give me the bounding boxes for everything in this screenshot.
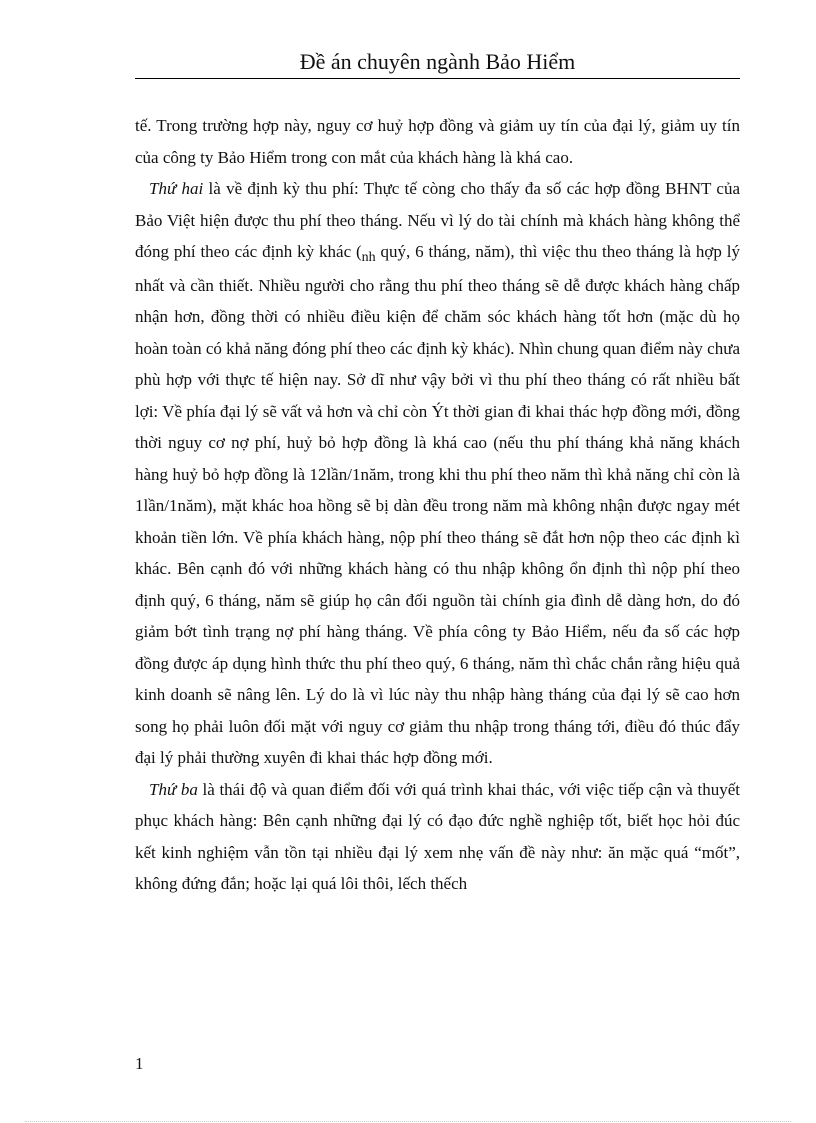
paragraph-text-a: là về định kỳ thu phí: Thực tế còng cho thấy đa số các hợp đồng BHNT của Bảo Việt hiện được thu phí theo tháng. Nếu vì lý do tài chính mà khách hàng không thể đóng phí theo các định kỳ khác ( — [135, 179, 740, 261]
paragraph-lead-thu-ba: Thứ ba — [149, 779, 198, 799]
paragraph-thu-ba — [135, 774, 740, 900]
paragraph-continuation: tế. Trong trường hợp này, nguy cơ huỷ hợp đồng và giảm uy tín của đại lý, giảm uy tín của công ty Bảo Hiểm trong con mắt của khách hàng là khá cao. — [135, 116, 740, 167]
page-number: 1 — [135, 1054, 144, 1073]
document-body — [135, 110, 740, 900]
page-header — [135, 46, 740, 79]
page-header-title: Đề án chuyên ngành Bảo Hiểm — [299, 49, 576, 74]
paragraph-text-b: quý, 6 tháng, năm), thì việc thu theo tháng là hợp lý nhất và cần thiết. Nhiều người cho rằng thu phí theo tháng sẽ dễ được khách hàng chấp nhận hơn, đồng thời có nhiều điều kiện để chăm sóc khách hàng tốt hơn (mặc dù họ hoàn toàn có khả năng đóng phí theo các định kỳ khác). Nhìn chung quan điểm này chưa phù hợp với thực tế hiện nay. Sở dĩ như vậy bởi vì thu phí theo tháng có rất nhiều bất lợi: Về phía đại lý sẽ vất vả hơn và chỉ còn Ýt thời gian đi khai thác hợp đồng mới, đồng thời nguy cơ nợ phí, huỷ bỏ hợp đồng là khá cao (nếu thu phí tháng khả năng khách hàng huỷ bỏ hợp đồng là 12lần/1năm, trong khi thu phí theo năm thì khả năng chỉ còn là 1lần/1năm), mặt khác hoa hồng sẽ bị dàn đều trong năm mà không nhận được ngay mét khoản tiền lớn. Về phía khách hàng, nộp phí theo tháng sẽ đắt hơn nộp theo các định kì khác. Bên cạnh đó với những khách hàng có thu nhập không ổn định thì nộp phí theo định quý, 6 tháng, năm sẽ giúp họ cân đối nguồn tài chính gia đình dễ dàng hơn, do đó giảm bớt tình trạng nợ phí hàng tháng. Về phía công ty Bảo Hiểm, nếu đa số các hợp đồng được áp dụng hình thức thu phí theo quý, 6 tháng, năm thì chắc chắn rằng hiệu quả kinh doanh sẽ nâng lên. Lý do là vì lúc này thu nhập hàng tháng của đại lý sẽ cao hơn song họ phải luôn đối mặt với nguy cơ giảm thu nhập trong tháng tới, điều đó thúc đẩy đại lý phải thường xuyên đi khai thác hợp đồng mới. — [135, 242, 741, 767]
paragraph-lead-thu-hai: Thứ hai — [149, 179, 204, 198]
paragraph-text-thu-ba: là thái độ và quan điểm đối với quá trình khai thác, với việc tiếp cận và thuyết phục khách hàng: Bên cạnh những đại lý có đạo đức nghề nghiệp tốt, biết học hỏi đúc kết kinh nghiệm vẫn tồn tại nhiều đại lý xem nhẹ vấn đề này như: ăn mặc quá “mốt”, không đứng đắn; hoặc lại quá lôi thôi, lếch thếch — [135, 779, 740, 893]
page-bottom-divider — [25, 1121, 791, 1122]
stray-glyph-nh: nh — [361, 250, 376, 265]
paragraph-thu-hai — [135, 173, 740, 774]
